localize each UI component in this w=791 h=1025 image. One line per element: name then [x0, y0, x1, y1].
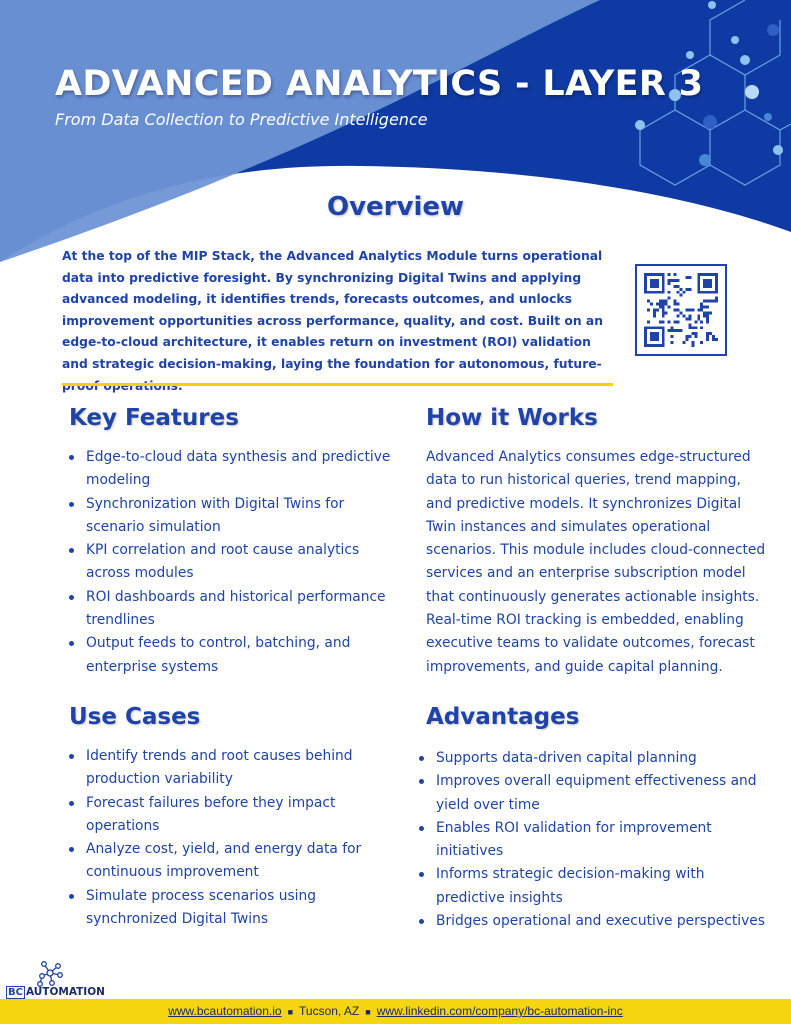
how-it-works-heading: How it Works	[426, 405, 598, 431]
linkedin-link[interactable]: www.linkedin.com/company/bc-automation-inc	[376, 1004, 623, 1018]
footer-separator: ■	[287, 1007, 294, 1017]
footer-separator: ■	[365, 1007, 371, 1017]
list-item: Improves overall equipment effectiveness and yield over time	[419, 770, 769, 817]
key-features-list	[69, 446, 399, 679]
list-item: Output feeds to control, batching, and enterprise systems	[69, 632, 399, 679]
list-item: Forecast failures before they impact operations	[69, 792, 369, 839]
company-logo	[6, 986, 105, 999]
page-title: ADVANCED ANALYTICS - LAYER 3	[55, 64, 704, 104]
website-link[interactable]: www.bcautomation.io	[168, 1004, 282, 1018]
header-background	[0, 0, 791, 270]
footer-location: Tucson, AZ	[299, 1004, 360, 1018]
page-subtitle: From Data Collection to Predictive Intelligence	[55, 110, 428, 129]
list-item: Bridges operational and executive perspectives	[419, 910, 769, 933]
list-item: ROI dashboards and historical performance trendlines	[69, 586, 399, 633]
key-features-heading: Key Features	[69, 405, 239, 431]
how-it-works-text: Advanced Analytics consumes edge-structured data to run historical queries, trend mapping, and predictive models. It synchronizes Digital Twin instances and simulates operational scenarios. This module includes cloud-connected services and an enterprise subscription model that continuously generates actionable insights. Real-time ROI tracking is embedded, enabling executive teams to validate outcomes, forecast improvements, and guide capital planning.	[426, 449, 766, 675]
footer-bar	[0, 999, 791, 1024]
list-item: Edge-to-cloud data synthesis and predictive modeling	[69, 446, 399, 493]
list-item: Synchronization with Digital Twins for scenario simulation	[69, 493, 399, 540]
network-logo-icon	[4, 958, 64, 988]
logo-bc-badge: BC	[8, 987, 23, 998]
use-cases-heading: Use Cases	[69, 704, 201, 730]
advantages-list	[419, 747, 769, 933]
list-item: Enables ROI validation for improvement initiatives	[419, 817, 769, 864]
list-item: Identify trends and root causes behind production variability	[69, 745, 369, 792]
overview-text: At the top of the MIP Stack, the Advanced Analytics Module turns operational data into predictive foresight. By synchronizing Digital Twins and applying advanced modeling, it identifies trends, forecasts outcomes, and unlocks improvement opportunities across performance, quality, and cost. Built on an edge-to-cloud architecture, it enables return on investment (ROI) validation and strategic decision-making, laying the foundation for autonomous, future-	[62, 249, 603, 371]
list-item: KPI correlation and root cause analytics across modules	[69, 539, 399, 586]
list-item: Informs strategic decision-making with predictive insights	[419, 863, 769, 910]
list-item: Analyze cost, yield, and energy data for continuous improvement	[69, 838, 369, 885]
qr-code-icon[interactable]	[635, 264, 727, 356]
list-item: Simulate process scenarios using synchronized Digital Twins	[69, 885, 369, 932]
section-divider	[62, 383, 613, 386]
overview-heading: Overview	[326, 192, 465, 222]
use-cases-list	[69, 745, 369, 931]
logo-wordmark: AUTOMATION	[25, 986, 105, 998]
advantages-heading: Advantages	[426, 704, 580, 730]
list-item: Supports data-driven capital planning	[419, 747, 769, 770]
